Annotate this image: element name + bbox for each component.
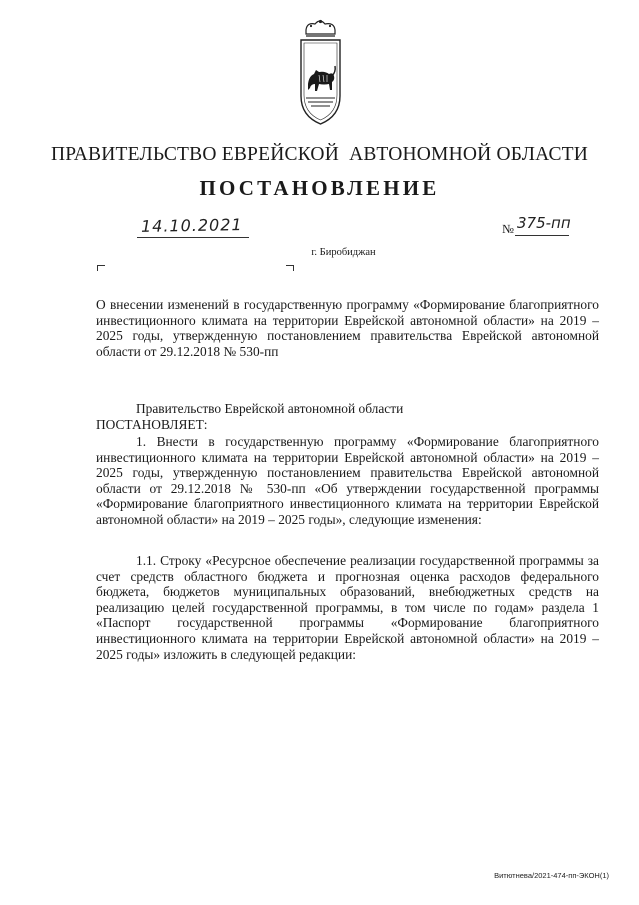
subject-bracket-right xyxy=(286,265,294,271)
document-number: 375-пп xyxy=(517,214,571,232)
document-type-title: ПОСТАНОВЛЕНИЕ xyxy=(199,176,440,200)
paragraph-1: 1. Внести в государственную программу «Формирование благоприятного инвестиционного климата на территории Еврейской автономной области» на 2019 – 2025 годы, утвержденную постановлением правительства Еврейской автономной области от 29.12.2018 № 530-пп «Об утверждении государственной программы «Формирование благоприятного инвестиционного климата на территории Еврейской автономной области» на 2019 – 2025 годы», следующие изменения: xyxy=(96,434,599,527)
coat-of-arms-tiger-icon xyxy=(297,18,344,126)
decree-intro xyxy=(96,401,599,432)
subject-bracket-left xyxy=(97,265,105,271)
document-date: 14.10.2021 xyxy=(140,215,243,236)
number-underline xyxy=(515,235,569,236)
city-name: г. Биробиджан xyxy=(311,247,376,258)
intro-decrees: ПОСТАНОВЛЯЕТ: xyxy=(96,416,208,432)
file-reference: Витютнева/2021-474-пп-ЭКОН(1) xyxy=(494,871,609,880)
paragraph-1-1: 1.1. Строку «Ресурсное обеспечение реализации государственной программы за счет средств областного бюджета и прогнозная оценка расходов федерального бюджета, бюджетов муниципальных образований, внебюджетных средств на реализацию целей государственной программы, в том числе по годам» раздела 1 «Паспорт государственной программы «Формирование благоприятного инвестиционного климата на территории Еврейской автономной области» на 2019 – 2025 годы» изложить в следующей редакции: xyxy=(96,553,599,662)
number-label: № xyxy=(502,222,514,236)
government-title: ПРАВИТЕЛЬСТВО ЕВРЕЙСКОЙ АВТОНОМНОЙ ОБЛАСТИ xyxy=(50,144,589,165)
date-underline xyxy=(137,237,249,238)
intro-issuer: Правительство Еврейской автономной области xyxy=(136,401,404,416)
document-subject: О внесении изменений в государственную программу «Формирование благоприятного инвестиционного климата на территории Еврейской автономной области» на 2019 – 2025 годы, утвержденную постановлением правительства Еврейской автономной области от 29.12.2018 № 530-пп xyxy=(96,297,599,359)
